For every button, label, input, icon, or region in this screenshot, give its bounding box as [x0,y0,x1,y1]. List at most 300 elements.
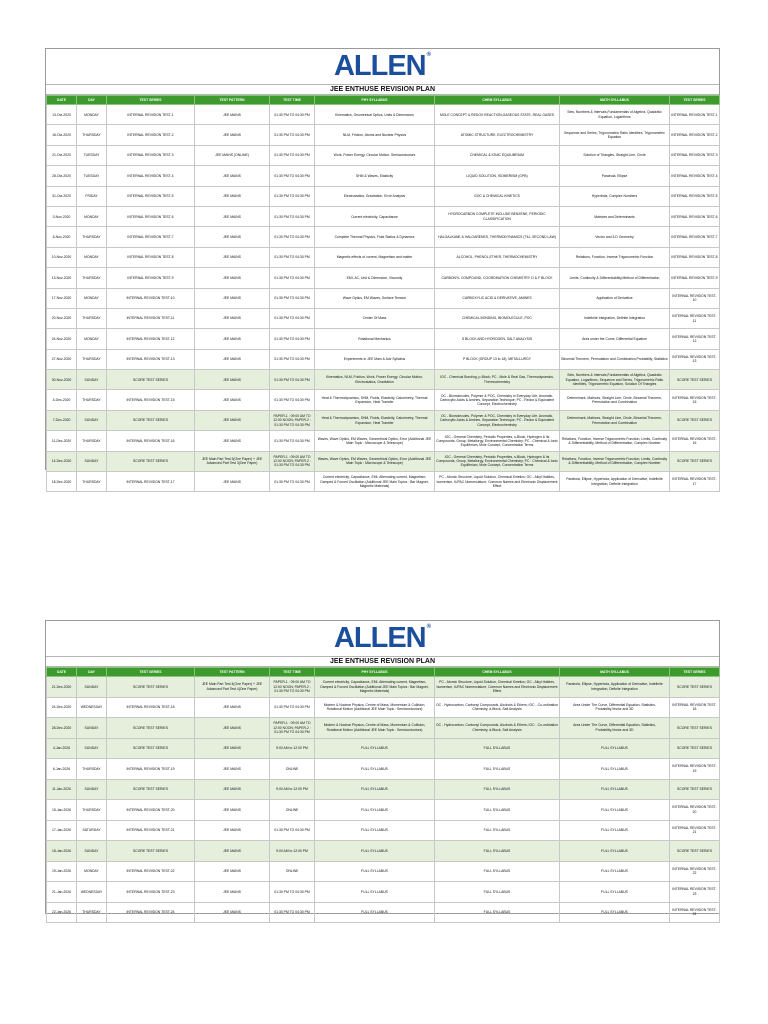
date-cell: 24-Nov-2020 [47,329,77,349]
day-cell: MONDAY [77,105,107,125]
math-syllabus-cell: Limits, Continuity & Differentiability,Method of Differentiation [560,268,670,288]
phy-syllabus-cell: EMI, AC, Unit & Dimension, Viscosity [315,268,435,288]
test-time-cell: 9:00 AM to 12:00 PM [270,738,315,759]
phy-syllabus-cell: Wave Optics, EM Waves, Surface Tension [315,288,435,308]
revision-plan-page-1 [45,48,720,488]
schedule-table [46,95,720,492]
chem-syllabus-cell: CHEMICAL & IONIC EQUILIBRIUM [435,145,560,165]
test-time-cell: 01:30 PM TO 04:30 PM [270,349,315,369]
test-series-cell: INTERNAL REVISION TEST-6 [107,206,195,226]
math-syllabus-cell: Binomial Theorem, Permutation and Combination,Probability, Statistics [560,349,670,369]
test-series-cell: INTERNAL REVISION TEST-11 [670,308,720,328]
column-header: TEST PATTERN [195,96,270,105]
test-series-cell: INTERNAL REVISION TEST-3 [107,145,195,165]
table-body [47,677,720,923]
math-syllabus-cell: Relations, Function, Inverse Trigonometric Function, Limits, Continuity & Differentiability, Method of Differentiation, Complex Number [560,451,670,471]
date-cell: 7-Dec-2020 [47,410,77,430]
test-series-cell: INTERNAL REVISION TEST-13 [670,349,720,369]
column-header: CHEM SYLLABUS [435,668,560,677]
phy-syllabus-cell: Work, Power Energy, Circular Motion, Semiconductors [315,145,435,165]
phy-syllabus-cell: Electrostatics, Gravitation, Error Analysis [315,186,435,206]
chem-syllabus-cell: FULL SYLLABUS [435,738,560,759]
math-syllabus-cell: Parabola, Ellipse, Hyperbola, Application of Derivative, Indefinite Integration, Definite Integration [560,472,670,492]
column-header: TEST SERIES [107,96,195,105]
test-pattern-cell: JEE MAINS [195,779,270,800]
day-cell: SATURDAY [77,820,107,841]
test-series-cell: INTERNAL REVISION TEST-21 [107,820,195,841]
table-row [47,800,720,821]
test-series-cell: SCORE TEST SERIES [107,677,195,698]
test-time-cell: 9:00 AM to 12:00 PM [270,779,315,800]
phy-syllabus-cell: Current electricity, Capacitance, EMI, Alternating current, Magnetism, Damped & Forced Oscillation (Additional JEE Main Topics : Bar Magnet, Magnetic Materials) [315,677,435,698]
test-pattern-cell: JEE MAINS [195,227,270,247]
test-series-cell: INTERNAL REVISION TEST-19 [670,759,720,780]
table-row [47,206,720,226]
phy-syllabus-cell: FULL SYLLABUS [315,800,435,821]
chem-syllabus-cell: IOC - General Chemistry, Periodic Properties, s-Block, Hydrogen & its Compounds, Group, Metallurgy, Environmental Chemistry; PC - Chemical & Ionic Equilibrium, Mole Concept, Concentration Terms [435,431,560,451]
column-header: TEST TIME [270,96,315,105]
test-series-cell: INTERNAL REVISION TEST-5 [670,186,720,206]
column-header: DAY [77,668,107,677]
test-series-cell: SCORE TEST SERIES [107,779,195,800]
date-cell: 28-Dec-2020 [47,718,77,739]
test-series-cell: INTERNAL REVISION TEST-7 [107,227,195,247]
test-time-cell: PAPER-1 : 09:00 AM TO 12:00 NOON; PAPER-2 : 01:30 PM TO 04:30 PM [270,718,315,739]
logo-bar [46,621,719,657]
table-row [47,186,720,206]
phy-syllabus-cell: Magnetic effects of current, Magnetism and matter [315,247,435,267]
test-series-cell: INTERNAL REVISION TEST-17 [107,472,195,492]
test-pattern-cell: JEE MAINS [195,472,270,492]
test-series-cell: INTERNAL REVISION TEST-10 [670,288,720,308]
test-pattern-cell: JEE MAINS [195,288,270,308]
test-pattern-cell: JEE MAINS [195,125,270,145]
column-header: PHY SYLLABUS [315,96,435,105]
day-cell: MONDAY [77,247,107,267]
day-cell: MONDAY [77,288,107,308]
test-series-cell: SCORE TEST SERIES [107,841,195,862]
chem-syllabus-cell: FULL SYLLABUS [435,759,560,780]
day-cell: SUNDAY [77,677,107,698]
column-header: PHY SYLLABUS [315,668,435,677]
day-cell: THURSDAY [77,308,107,328]
allen-logo: ALLEN® [333,50,432,82]
column-header: CHEM SYLLABUS [435,96,560,105]
chem-syllabus-cell: FULL SYLLABUS [435,800,560,821]
math-syllabus-cell: Relations, Function, Inverse Trigonometric Function, Limits, Continuity & Differentiability, Method of Differentiation, Complex Number [560,431,670,451]
column-header: TEST SERIES [670,96,720,105]
date-cell: 17-Nov-2020 [47,288,77,308]
logo-bar [46,49,719,85]
test-series-cell: INTERNAL REVISION TEST-2 [670,125,720,145]
column-header: TEST TIME [270,668,315,677]
math-syllabus-cell: Sets, Numbers & Intervals,Fundamentals of Algebra, Quadratic Equation, Logarithms, Sequence and Series, Trigonometric Ratio Identities, Trigonometric Equation, Solution Of Triangles [560,370,670,390]
phy-syllabus-cell: Experiments in JEE Main & Adv Syllabus [315,349,435,369]
phy-syllabus-cell: Current electricity, Capacitance, EMI, Alternating current, Magnetism, Damped & Forced Oscillation (Additional JEE Main Topics : Bar Magnet, Magnetic Materials) [315,472,435,492]
day-cell: FRIDAY [77,186,107,206]
math-syllabus-cell: FULL SYLLABUS [560,841,670,862]
chem-syllabus-cell: CHEMICAL BONDING, BIOMOLECULE, POC [435,308,560,328]
table-row [47,288,720,308]
table-row [47,861,720,882]
date-cell: 20-Nov-2020 [47,308,77,328]
column-header: TEST SERIES [107,668,195,677]
test-series-cell: INTERNAL REVISION TEST-24 [107,902,195,923]
chem-syllabus-cell: PC - Atomic Structure, Liquid Solution, Chemical Kinetics; OC - Alkyl Halides, Isomerism, IUPAC Nomenclature, Common Names and Electronic Displacement Effect [435,472,560,492]
phy-syllabus-cell: FULL SYLLABUS [315,902,435,923]
day-cell: MONDAY [77,329,107,349]
date-cell: 13-Oct-2020 [47,105,77,125]
table-row [47,370,720,390]
math-syllabus-cell: FULL SYLLABUS [560,759,670,780]
test-series-cell: INTERNAL REVISION TEST-12 [107,329,195,349]
phy-syllabus-cell: FULL SYLLABUS [315,779,435,800]
math-syllabus-cell: FULL SYLLABUS [560,779,670,800]
table-row [47,697,720,718]
table-row [47,145,720,165]
chem-syllabus-cell: S BLOCK AND HYDROGEN, SALT ANALYSIS [435,329,560,349]
phy-syllabus-cell: FULL SYLLABUS [315,820,435,841]
day-cell: SUNDAY [77,779,107,800]
test-series-cell: SCORE TEST SERIES [670,677,720,698]
table-row [47,247,720,267]
table-row [47,125,720,145]
day-cell: SUNDAY [77,451,107,471]
table-row [47,677,720,698]
column-header: MATH SYLLABUS [560,96,670,105]
chem-syllabus-cell: OC - Hydrocarbon, Carbonyl Compounds, Alcohols & Ethers; IOC - Co-ordination Chemistry, d-Block, Salt Analysis [435,697,560,718]
test-series-cell: INTERNAL REVISION TEST-4 [107,166,195,186]
test-series-cell: INTERNAL REVISION TEST-4 [670,166,720,186]
test-series-cell: INTERNAL REVISION TEST-8 [107,247,195,267]
date-cell: 17-Jan-2026 [47,820,77,841]
table-body [47,105,720,492]
test-time-cell: 01:30 PM TO 04:30 PM [270,247,315,267]
test-series-cell: INTERNAL REVISION TEST-17 [670,472,720,492]
math-syllabus-cell: Hyperbola, Complex Numbers [560,186,670,206]
date-cell: 11-Jan-2026 [47,779,77,800]
test-series-cell: INTERNAL REVISION TEST-20 [670,800,720,821]
test-series-cell: INTERNAL REVISION TEST-3 [670,145,720,165]
test-series-cell: INTERNAL REVISION TEST-13 [107,349,195,369]
test-series-cell: INTERNAL REVISION TEST-15 [107,390,195,410]
test-pattern-cell: JEE MAINS [195,268,270,288]
math-syllabus-cell: FULL SYLLABUS [560,882,670,903]
test-series-cell: INTERNAL REVISION TEST-1 [670,105,720,125]
chem-syllabus-cell: FULL SYLLABUS [435,820,560,841]
math-syllabus-cell: FULL SYLLABUS [560,902,670,923]
test-pattern-cell: JEE MAINS [195,390,270,410]
test-time-cell: PAPER-1 : 09:00 AM TO 12:00 NOON; PAPER-2 : 01:30 PM TO 04:30 PM [270,410,315,430]
column-header: TEST SERIES [670,668,720,677]
date-cell: 14-Dec-2020 [47,451,77,471]
test-series-cell: INTERNAL REVISION TEST-16 [670,431,720,451]
test-time-cell: 01:30 PM TO 04:30 PM [270,902,315,923]
test-series-cell: SCORE TEST SERIES [107,370,195,390]
date-cell: 11-Dec-2020 [47,431,77,451]
table-row [47,820,720,841]
test-time-cell: 01:30 PM TO 04:30 PM [270,166,315,186]
test-series-cell: SCORE TEST SERIES [670,738,720,759]
test-series-cell: SCORE TEST SERIES [670,451,720,471]
phy-syllabus-cell: FULL SYLLABUS [315,841,435,862]
math-syllabus-cell: Sets, Numbers & Intervals,Fundamentals of Algebra, Quadratic Equation, Logarithms [560,105,670,125]
day-cell: SUNDAY [77,841,107,862]
chem-syllabus-cell: FULL SYLLABUS [435,882,560,903]
test-series-cell: SCORE TEST SERIES [107,451,195,471]
day-cell: THURSDAY [77,800,107,821]
test-series-cell: INTERNAL REVISION TEST-1 [107,105,195,125]
test-pattern-cell: JEE MAINS [195,800,270,821]
test-series-cell: INTERNAL REVISION TEST-5 [107,186,195,206]
chem-syllabus-cell: OC - Hydrocarbon, Carbonyl Compounds, Alcohols & Ethers; IOC - Co-ordination Chemistry, d-Block, Salt Analysis [435,718,560,739]
test-time-cell: 01:30 PM TO 04:30 PM [270,206,315,226]
phy-syllabus-cell: Waves, Wave Optics, EM Waves, Geometrical Optics, Error (Additional JEE Main Topic : Microscope & Telescope) [315,431,435,451]
test-series-cell: INTERNAL REVISION TEST-18 [107,697,195,718]
phy-syllabus-cell: FULL SYLLABUS [315,861,435,882]
chem-syllabus-cell: CARBOXYLIC ACID & DERIVATIVE, AMINES [435,288,560,308]
test-pattern-cell: JEE MAINS [195,882,270,903]
date-cell: 4-Dec-2020 [47,390,77,410]
test-time-cell: ONLINE [270,800,315,821]
test-series-cell: SCORE TEST SERIES [107,410,195,430]
table-row [47,227,720,247]
date-cell: 6-Jan-2026 [47,759,77,780]
table-row [47,410,720,430]
date-cell: 19-Jan-2026 [47,861,77,882]
test-time-cell: 01:30 PM TO 04:30 PM [270,697,315,718]
test-series-cell: INTERNAL REVISION TEST-22 [107,861,195,882]
table-row [47,166,720,186]
chem-syllabus-cell: IOC - Chemical Bonding, p-Block; PC - Mole & Real Gas, Thermodynamics, Thermochemistry [435,370,560,390]
chem-syllabus-cell: CARBONYL COMPOUND, COORDINATION CHEMISTRY, D & F BLOCK [435,268,560,288]
chem-syllabus-cell: IOC - General Chemistry, Periodic Properties, s-Block, Hydrogen & its Compounds, Group, Metallurgy, Environmental Chemistry; PC - Chemical & Ionic Equilibrium, Mole Concept, Concentration Terms [435,451,560,471]
test-series-cell: INTERNAL REVISION TEST-20 [107,800,195,821]
schedule-table [46,667,720,923]
test-pattern-cell: JEE MAINS [195,105,270,125]
test-pattern-cell: JEE MAINS [195,718,270,739]
day-cell: TUESDAY [77,166,107,186]
test-time-cell: 01:30 PM TO 04:30 PM [270,268,315,288]
math-syllabus-cell: Parabola, Ellipse, Hyperbola, Application of Derivative, Indefinite Integration, Definite Integration [560,677,670,698]
table-row [47,779,720,800]
math-syllabus-cell: Determinant, Matrices, Straight Line, Circle, Binomial Theorem, Permutation and Combination [560,390,670,410]
day-cell: WEDNESDAY [77,882,107,903]
test-series-cell: INTERNAL REVISION TEST-18 [670,697,720,718]
test-series-cell: INTERNAL REVISION TEST-23 [670,882,720,903]
chem-syllabus-cell: ALCOHOL, PHENOL,ETHER, THERMOCHEMISTRY [435,247,560,267]
test-series-cell: INTERNAL REVISION TEST-22 [670,861,720,882]
test-time-cell: 01:30 PM TO 04:30 PM [270,329,315,349]
test-time-cell: 01:30 PM TO 04:30 PM [270,227,315,247]
phy-syllabus-cell: SHM & Waves, Elasticity [315,166,435,186]
test-series-cell: INTERNAL REVISION TEST-9 [107,268,195,288]
test-time-cell: PAPER-1 : 09:00 AM TO 12:00 NOON; PAPER-2 : 01:30 PM TO 04:30 PM [270,451,315,471]
test-series-cell: INTERNAL REVISION TEST-7 [670,227,720,247]
phy-syllabus-cell: Waves, Wave Optics, EM Waves, Geometrical Optics, Error (Additional JEE Main Topic : Microscope & Telescope) [315,451,435,471]
date-cell: 22-Jan-2026 [47,902,77,923]
phy-syllabus-cell: Center Of Mass [315,308,435,328]
table-row [47,329,720,349]
table-row [47,882,720,903]
test-time-cell: 01:30 PM TO 04:30 PM [270,125,315,145]
test-time-cell: 01:30 PM TO 04:30 PM [270,288,315,308]
table-row [47,390,720,410]
test-time-cell: ONLINE [270,861,315,882]
test-pattern-cell: JEE Main Part Test 3(One Paper) + JEE Advanced Part Test 3(One Paper) [195,451,270,471]
math-syllabus-cell: Area Under The Curve, Differential Equation, Statistics, Probability,Vector and 3D [560,697,670,718]
test-pattern-cell: JEE Main Part Test 4(One Paper) + JEE Advanced Part Test 4(One Paper) [195,677,270,698]
test-series-cell: SCORE TEST SERIES [670,718,720,739]
date-cell: 21-Jan-2026 [47,882,77,903]
date-cell: 21-Oct-2020 [47,145,77,165]
test-series-cell: INTERNAL REVISION TEST-23 [107,882,195,903]
day-cell: MONDAY [77,206,107,226]
math-syllabus-cell: FULL SYLLABUS [560,800,670,821]
math-syllabus-cell: Application of Derivative [560,288,670,308]
date-cell: 18-Dec-2020 [47,472,77,492]
plan-title: JEE ENTHUSE REVISION PLAN [46,657,719,667]
test-time-cell: 01:30 PM TO 04:30 PM [270,472,315,492]
day-cell: THURSDAY [77,431,107,451]
plan-title: JEE ENTHUSE REVISION PLAN [46,85,719,95]
day-cell: THURSDAY [77,349,107,369]
phy-syllabus-cell: Modern & Nuclear Physics, Centre of Mass, Momentum & Collision, Rotational Motion (Additional JEE Main Topic : Semiconductors) [315,718,435,739]
test-time-cell: 01:30 PM TO 04:30 PM [270,186,315,206]
test-time-cell: 9:00 AM to 12:00 PM [270,841,315,862]
test-pattern-cell: JEE MAINS [195,820,270,841]
test-series-cell: INTERNAL REVISION TEST-11 [107,308,195,328]
test-series-cell: SCORE TEST SERIES [670,841,720,862]
test-pattern-cell: JEE MAINS [195,738,270,759]
day-cell: THURSDAY [77,125,107,145]
chem-syllabus-cell: ATOMIC STRUCTURE, ELECTROCHEMISTRY [435,125,560,145]
date-cell: 3-Nov-2020 [47,206,77,226]
date-cell: 30-Nov-2020 [47,370,77,390]
test-time-cell: 01:30 PM TO 04:30 PM [270,431,315,451]
phy-syllabus-cell: NLM, Friction, Atoms and Nuclear Physics [315,125,435,145]
day-cell: TUESDAY [77,145,107,165]
test-pattern-cell: JEE MAINS [195,166,270,186]
math-syllabus-cell: Area under the Curve, Differential Equation [560,329,670,349]
test-series-cell: INTERNAL REVISION TEST-8 [670,247,720,267]
table-row [47,431,720,451]
revision-plan-page-2 [45,620,720,917]
math-syllabus-cell: FULL SYLLABUS [560,820,670,841]
column-header: MATH SYLLABUS [560,668,670,677]
date-cell: 15-Jan-2026 [47,800,77,821]
test-series-cell: SCORE TEST SERIES [107,718,195,739]
phy-syllabus-cell: Current electricity, Capacitance [315,206,435,226]
test-pattern-cell: JEE MAINS [195,902,270,923]
chem-syllabus-cell: HALOALKANE & HALOARENES, THERMODYNAMICS (TILL SECOND LAW) [435,227,560,247]
phy-syllabus-cell: Heat & Thermodynamics, SHM, Fluids, Elasticity, Calorimetry, Thermal Expansion, Heat Transfer [315,390,435,410]
chem-syllabus-cell: LIQUID SOLUTION, ISOMERISM (GPB) [435,166,560,186]
day-cell: SUNDAY [77,718,107,739]
test-pattern-cell: JEE MAINS [195,349,270,369]
chem-syllabus-cell: MOLE CONCEPT & REDOX REACTION,GASEOUS STATE, REAL GASES [435,105,560,125]
test-time-cell: 01:30 PM TO 04:30 PM [270,370,315,390]
column-header: TEST PATTERN [195,668,270,677]
date-cell: 31-Oct-2020 [47,186,77,206]
table-row [47,105,720,125]
day-cell: WEDNESDAY [77,697,107,718]
phy-syllabus-cell: Modern & Nuclear Physics, Centre of Mass, Momentum & Collision, Rotational Motion (Additional JEE Main Topic : Semiconductors) [315,697,435,718]
phy-syllabus-cell: FULL SYLLABUS [315,738,435,759]
test-series-cell: INTERNAL REVISION TEST-6 [670,206,720,226]
day-cell: SUNDAY [77,370,107,390]
test-pattern-cell: JEE MAINS [195,431,270,451]
phy-syllabus-cell: FULL SYLLABUS [315,882,435,903]
day-cell: THURSDAY [77,268,107,288]
phy-syllabus-cell: Complete Thermal Physics, Fluid Statics & Dynamics [315,227,435,247]
math-syllabus-cell: FULL SYLLABUS [560,738,670,759]
date-cell: 4-Jan-2026 [47,738,77,759]
table-row [47,451,720,471]
table-row [47,738,720,759]
test-time-cell: ONLINE [270,759,315,780]
test-pattern-cell: JEE MAINS [195,329,270,349]
phy-syllabus-cell: Kinematics, NLM, Friction, Work, Power Energy, Circular Motion, Electrostatics, Gravitation [315,370,435,390]
chem-syllabus-cell: FULL SYLLABUS [435,902,560,923]
test-time-cell: 01:30 PM TO 04:30 PM [270,105,315,125]
column-header: DATE [47,668,77,677]
test-pattern-cell: JEE MAINS [195,186,270,206]
table-header [47,96,720,105]
day-cell: SUNDAY [77,410,107,430]
phy-syllabus-cell: Heat & Thermodynamics, SHM, Fluids, Elasticity, Calorimetry, Thermal Expansion, Heat Transfer [315,410,435,430]
test-series-cell: SCORE TEST SERIES [107,738,195,759]
table-row [47,308,720,328]
phy-syllabus-cell: Kinematics, Geometrical Optics, Units & Dimensions [315,105,435,125]
table-row [47,472,720,492]
table-row [47,902,720,923]
table-row [47,349,720,369]
date-cell: 13-Nov-2020 [47,268,77,288]
test-series-cell: INTERNAL REVISION TEST-19 [107,759,195,780]
phy-syllabus-cell: FULL SYLLABUS [315,759,435,780]
math-syllabus-cell: Indefinite Integration, Definite Integration [560,308,670,328]
test-series-cell: INTERNAL REVISION TEST-21 [670,820,720,841]
date-cell: 6-Nov-2020 [47,227,77,247]
test-series-cell: INTERNAL REVISION TEST-10 [107,288,195,308]
test-pattern-cell: JEE MAINS [195,697,270,718]
test-time-cell: PAPER-1 : 09:00 AM TO 12:00 NOON; PAPER-2 : 01:30 PM TO 04:30 PM [270,677,315,698]
test-series-cell: SCORE TEST SERIES [670,370,720,390]
date-cell: 21-Dec-2020 [47,677,77,698]
test-time-cell: 01:30 PM TO 04:30 PM [270,308,315,328]
chem-syllabus-cell: FULL SYLLABUS [435,841,560,862]
table-header [47,668,720,677]
day-cell: THURSDAY [77,902,107,923]
test-series-cell: INTERNAL REVISION TEST-24 [670,902,720,923]
test-pattern-cell: JEE MAINS [195,759,270,780]
day-cell: SUNDAY [77,738,107,759]
table-row [47,718,720,739]
math-syllabus-cell: Vector and 3-D Geometry [560,227,670,247]
test-time-cell: 01:30 PM TO 04:30 PM [270,145,315,165]
date-cell: 18-Jan-2026 [47,841,77,862]
column-header: DATE [47,96,77,105]
date-cell: 16-Oct-2020 [47,125,77,145]
chem-syllabus-cell: OC - Biomolecules, Polymer & POC, Chemistry in Everyday Life, Aromatic, Carboxylic Acids & Amines, Separation Technique; PC - Redox & Equivalent Concept, Electrochemistry [435,390,560,410]
test-pattern-cell: JEE MAINS [195,308,270,328]
test-pattern-cell: JEE MAINS (ONLINE) [195,145,270,165]
test-pattern-cell: JEE MAINS [195,206,270,226]
chem-syllabus-cell: FULL SYLLABUS [435,779,560,800]
test-time-cell: 01:30 PM TO 04:30 PM [270,882,315,903]
test-series-cell: INTERNAL REVISION TEST-9 [670,268,720,288]
